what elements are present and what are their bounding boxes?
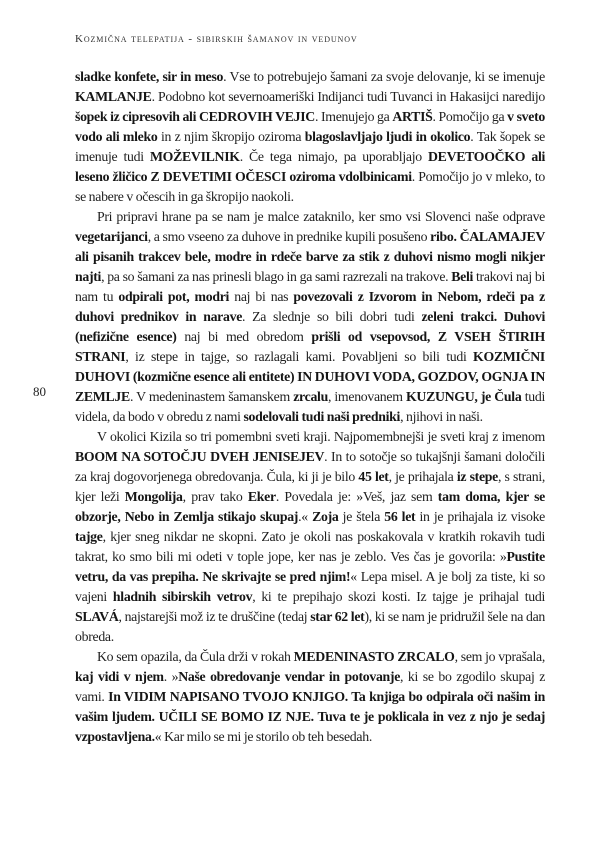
bold-text-segment: SLAVÁ [75,609,119,624]
text-segment: in z njim škropijo oziroma [157,129,305,144]
text-segment: . Za slednje so bili dobri tudi [242,309,422,324]
bold-text-segment: sodelovali tudi naši predniki [243,409,401,424]
bold-text-segment: KAMLANJE [75,89,152,104]
text-segment: . » [163,669,179,684]
text-segment: . Povedala je: »Veš, jaz sem [275,489,438,504]
bold-text-segment: Eker [247,489,276,504]
bold-text-segment: star 62 let [310,609,365,624]
text-segment: , s strani, kjer leži [75,469,545,504]
bold-text-segment: zeleni trakci. Duhovi (nefizične esence) [75,309,545,344]
text-segment: je štela [338,509,385,524]
text-segment: . V medeninastem šamanskem [129,389,294,404]
bold-text-segment: povezovali z Izvorom in Nebom, rdeči pa z duhovi prednikov in narave [75,289,546,324]
bold-text-segment: BOOM NA SOTOČJU DVEH JENISEJEV [75,449,325,464]
bold-text-segment: sladke konfete, sir in meso [75,69,224,84]
bold-text-segment: KOZMIČNI DUHOVI (kozmične esence ali entitete) IN DUHOVI VODA, GOZDOV, OGNJA IN ZEMLJE [75,349,545,404]
text-segment: , njihovi in naši. [400,409,483,424]
bold-text-segment: DEVETOOČKO ali leseno žličico Z DEVETIMI OČESCI oziroma vdolbinicami [75,149,546,184]
bold-text-segment: Beli [451,269,474,284]
bold-text-segment: MOŽEVILNIK [149,149,240,164]
text-segment: , imenovanem [327,389,406,404]
bold-text-segment: iz stepe [456,469,498,484]
text-segment: tudi videla, da bodo v obredu z nami [75,389,546,424]
bold-text-segment: MEDENINASTO ZRCALO [293,649,455,664]
text-segment: « Kar milo se mi je storilo ob teh besedah. [154,729,372,744]
bold-text-segment: tajge [75,529,103,544]
bold-text-segment: 45 let [358,469,389,484]
bold-text-segment: 56 let [384,509,416,524]
bold-text-segment: tam doma, kjer se obzorje, Nebo in Zemlja stikajo skupaj [75,489,545,524]
bold-text-segment: hladnih sibirskih vetrov [112,589,253,604]
text-segment: , ki se bo zgodilo skupaj z vami. [75,669,546,704]
running-header: Kozmična telepatija - sibirskih šamanov in vedunov [75,33,358,45]
text-segment: , najstarejši mož iz te druščine (tedaj [118,609,311,624]
text-segment: . In to sotočje so tukajšnji šamani določili za kraj dogovorjenega obredovanja. Čula, ki ji je bilo [75,449,545,484]
bold-text-segment: Zoja [312,509,339,524]
text-segment: « Lepa misel. A je bolj za tiste, ki so vajeni [75,569,546,604]
bold-text-segment: odpirali pot, modri [118,289,230,304]
text-segment: naj bi nas [229,289,294,304]
bold-text-segment: Pustite vetru, da vas prepiha. Ne skrivajte se pred njim! [75,549,545,584]
text-segment: in je prihajala iz visoke [415,509,545,524]
text-segment: Ko sem opazila, da Čula drži v rokah [97,649,294,664]
text-segment: , pa so šamani za nas prinesli blago in ga sami razrezali na trakove. [101,269,452,284]
bold-text-segment: zrcalu [293,389,328,404]
bold-text-segment: ČALAMAJEV ali pisanih trakcev bele, modre in rdeče barve za stik z duhovi nismo mogli nikjer najti [75,229,546,284]
text-segment: , ki te prepihajo skozi kosti. Iz tajge je prihajal tudi [252,589,545,604]
bold-text-segment: ARTIŠ [392,109,433,124]
text-segment: , je prihajala [388,469,457,484]
text-segment: . Pomočijo ga [432,109,508,124]
text-segment: . Imenujejo ga [314,109,393,124]
paragraph [75,207,545,427]
paragraph [75,647,545,747]
bold-text-segment: KUZUNGU, je Čula [405,389,522,404]
bold-text-segment: prišli od vsepovsod, Z VSEH ŠTIRIH STRANI [75,329,545,364]
bold-text-segment: In VIDIM NAPISANO TVOJO KNJIGO. Ta knjiga bo odpirala oči našim in vašim ljudem. UČILI SE BOMO IZ NJE. Tuva te je poklicala in vez z njo je sedaj vzpostavljena. [75,689,545,744]
bold-text-segment: kaj vidi v njem [75,669,164,684]
text-segment: . Tak šopek se imenuje tudi [75,129,545,164]
text-segment: , a smo vseeno za duhove in prednike kupili posušeno [147,229,431,244]
text-segment: , iz stepe in tajge, so razlagali kami. Povabljeni so bili tudi [125,349,474,364]
bold-text-segment: Mongolija [124,489,183,504]
bold-text-segment: Naše obredovanje vendar in potovanje [178,669,401,684]
text-segment: . Podobno kot severnoameriški Indijanci tudi Tuvanci in Hakasijci naredijo [151,89,545,104]
text-segment: , prav tako [182,489,248,504]
text-segment: . Vse to potrebujejo šamani za svoje delovanje, ki se imenuje [223,69,545,84]
paragraph [75,67,545,207]
text-segment: trakovi naj bi nam tu [75,269,545,304]
bold-text-segment: šopek iz cipresovih ali CEDROVIH VEJIC [75,109,315,124]
text-segment: naj bi med obredom [176,329,312,344]
text-segment: , sem jo vprašala, [454,649,545,664]
bold-text-segment: v sveto vodo ali mleko [75,109,545,144]
text-segment: V okolici Kizila so tri pomembni sveti kraji. Najpomembnejši je sveti kraj z imenom [97,429,545,444]
text-segment: ), ki se nam je pridružil šele na dan obreda. [75,609,545,644]
text-segment: , kjer sneg nikdar ne skopni. Zato je okoli nas poskakovala v kratkih rokavih tudi takrat, ko smo bili mi odeti v tople jope, ker nas je zeblo. Ves čas je govorila: » [75,529,545,564]
text-segment: . Če tega nimajo, pa uporabljajo [239,149,428,164]
text-segment: Pri pripravi hrane pa se nam je malce zataknilo, ker smo vsi Slovenci naše odprave [97,209,545,224]
body-text [75,67,545,747]
text-segment: . Pomočijo jo v mleko, to se nabere v očescih in ga škropijo naokoli. [75,169,545,204]
paragraph [75,427,545,647]
bold-text-segment: vegetarijanci [75,229,148,244]
page-number: 80 [33,384,46,399]
text-segment: .« [298,509,313,524]
bold-text-segment: ribo. [430,229,457,244]
bold-text-segment: blagoslavljajo ljudi in okolico [304,129,471,144]
